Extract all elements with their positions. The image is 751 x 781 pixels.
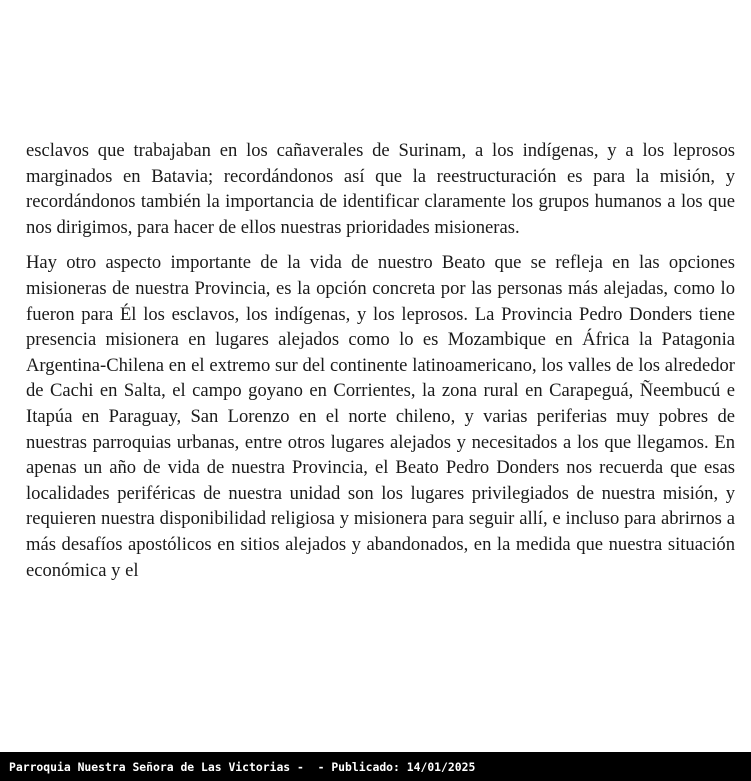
- document-body: [26, 138, 735, 583]
- paragraph-2: Hay otro aspecto importante de la vida de nuestro Beato que se refleja en las opciones misioneras de nuestra Provincia, es la opción concreta por las personas más alejadas, como lo fueron para Él los esclavos, los indígenas, y los leprosos. La Provincia Pedro Donders tiene presencia misionera en lugares alejados como lo es Mozambique en África la Patagonia Argentina-Chilena en el extremo sur del continente latinoamericano, los valles de los alrededor de Cachi en Salta, el campo goyano en Corrientes, la zona rural en Carapeguá, Ñeembucú e Itapúa en Paraguay, San Lorenzo en el norte chileno, y varias periferias muy pobres de nuestras parroquias urbanas, entre otros lugares alejados y necesitados a los que llegamos. En apenas un año de vida de nuestra Provincia, el Beato Pedro Donders nos recuerda que esas localidades periféricas de nuestra unidad son los lugares privilegiados de nuestra misión, y requieren nuestra disponibilidad religiosa y misionera para seguir allí, e incluso para abrirnos a más desafíos apostólicos en sitios alejados y abandonados, en la medida que nuestra situación económica y el: [26, 252, 735, 581]
- footer-bar: [0, 752, 751, 781]
- footer-text: Parroquia Nuestra Señora de Las Victorias - - Publicado: 14/01/2025: [9, 759, 476, 774]
- paragraph-1: esclavos que trabajaban en los cañaverales de Surinam, a los indígenas, y a los leprosos marginados en Batavia; recordándonos así que la reestructuración es para la misión, y recordándonos también la importancia de identificar claramente los grupos humanos a los que nos dirigimos, para hacer de ellos nuestras prioridades misioneras.: [26, 140, 735, 238]
